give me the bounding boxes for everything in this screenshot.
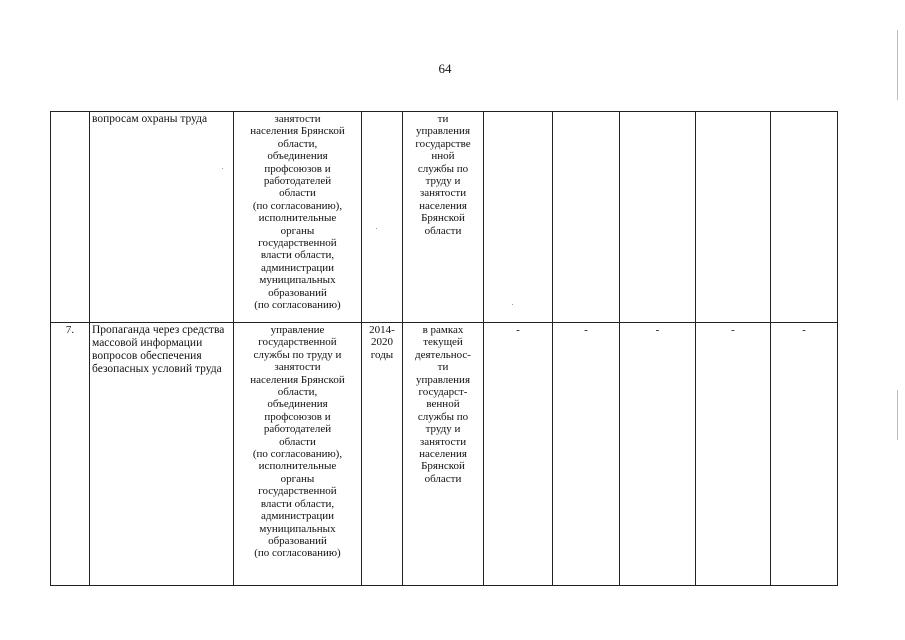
row-number: [51, 112, 90, 323]
value-cell: -: [484, 323, 553, 586]
value-cell: -: [696, 323, 771, 586]
scan-edge-line: [897, 30, 898, 100]
measure-cell: вопросам охраны труда: [90, 112, 234, 323]
activities-table: [50, 111, 838, 586]
scan-speck: [222, 168, 223, 169]
funding-cell: ти управления государстве нной службы по труду и занятости населения Брянской области: [403, 112, 484, 323]
page-number: 64: [438, 61, 452, 76]
term-cell: [362, 112, 403, 323]
value-cell: [696, 112, 771, 323]
value-cell: [553, 112, 620, 323]
table-row: [51, 323, 838, 586]
term-cell: 2014- 2020 годы: [362, 323, 403, 586]
value-cell: [484, 112, 553, 323]
value-cell: [771, 112, 838, 323]
measure-cell: Пропаганда через средства массовой информации вопросов обеспечения безопасных условий труда: [90, 323, 234, 586]
executor-cell: занятости населения Брянской области, объединения профсоюзов и работодателей области (по согласованию), исполнительные органы государственной власти области, администрации муниципальных образований (по согласованию): [234, 112, 362, 323]
executor-cell: управление государственной службы по труду и занятости населения Брянской области, объединения профсоюзов и работодателей области (по согласованию), исполнительные органы государственной власти области, администрации муниципальных образований (по согласованию): [234, 323, 362, 586]
table-row: [51, 112, 838, 323]
scan-edge-line: [897, 390, 898, 440]
scan-speck: [512, 304, 513, 305]
row-number: 7.: [51, 323, 90, 586]
scan-speck: [376, 228, 377, 229]
funding-cell: в рамках текущей деятельнос- ти управления государст- венной службы по труду и занятости населения Брянской области: [403, 323, 484, 586]
value-cell: [620, 112, 696, 323]
value-cell: -: [620, 323, 696, 586]
value-cell: -: [553, 323, 620, 586]
value-cell: -: [771, 323, 838, 586]
